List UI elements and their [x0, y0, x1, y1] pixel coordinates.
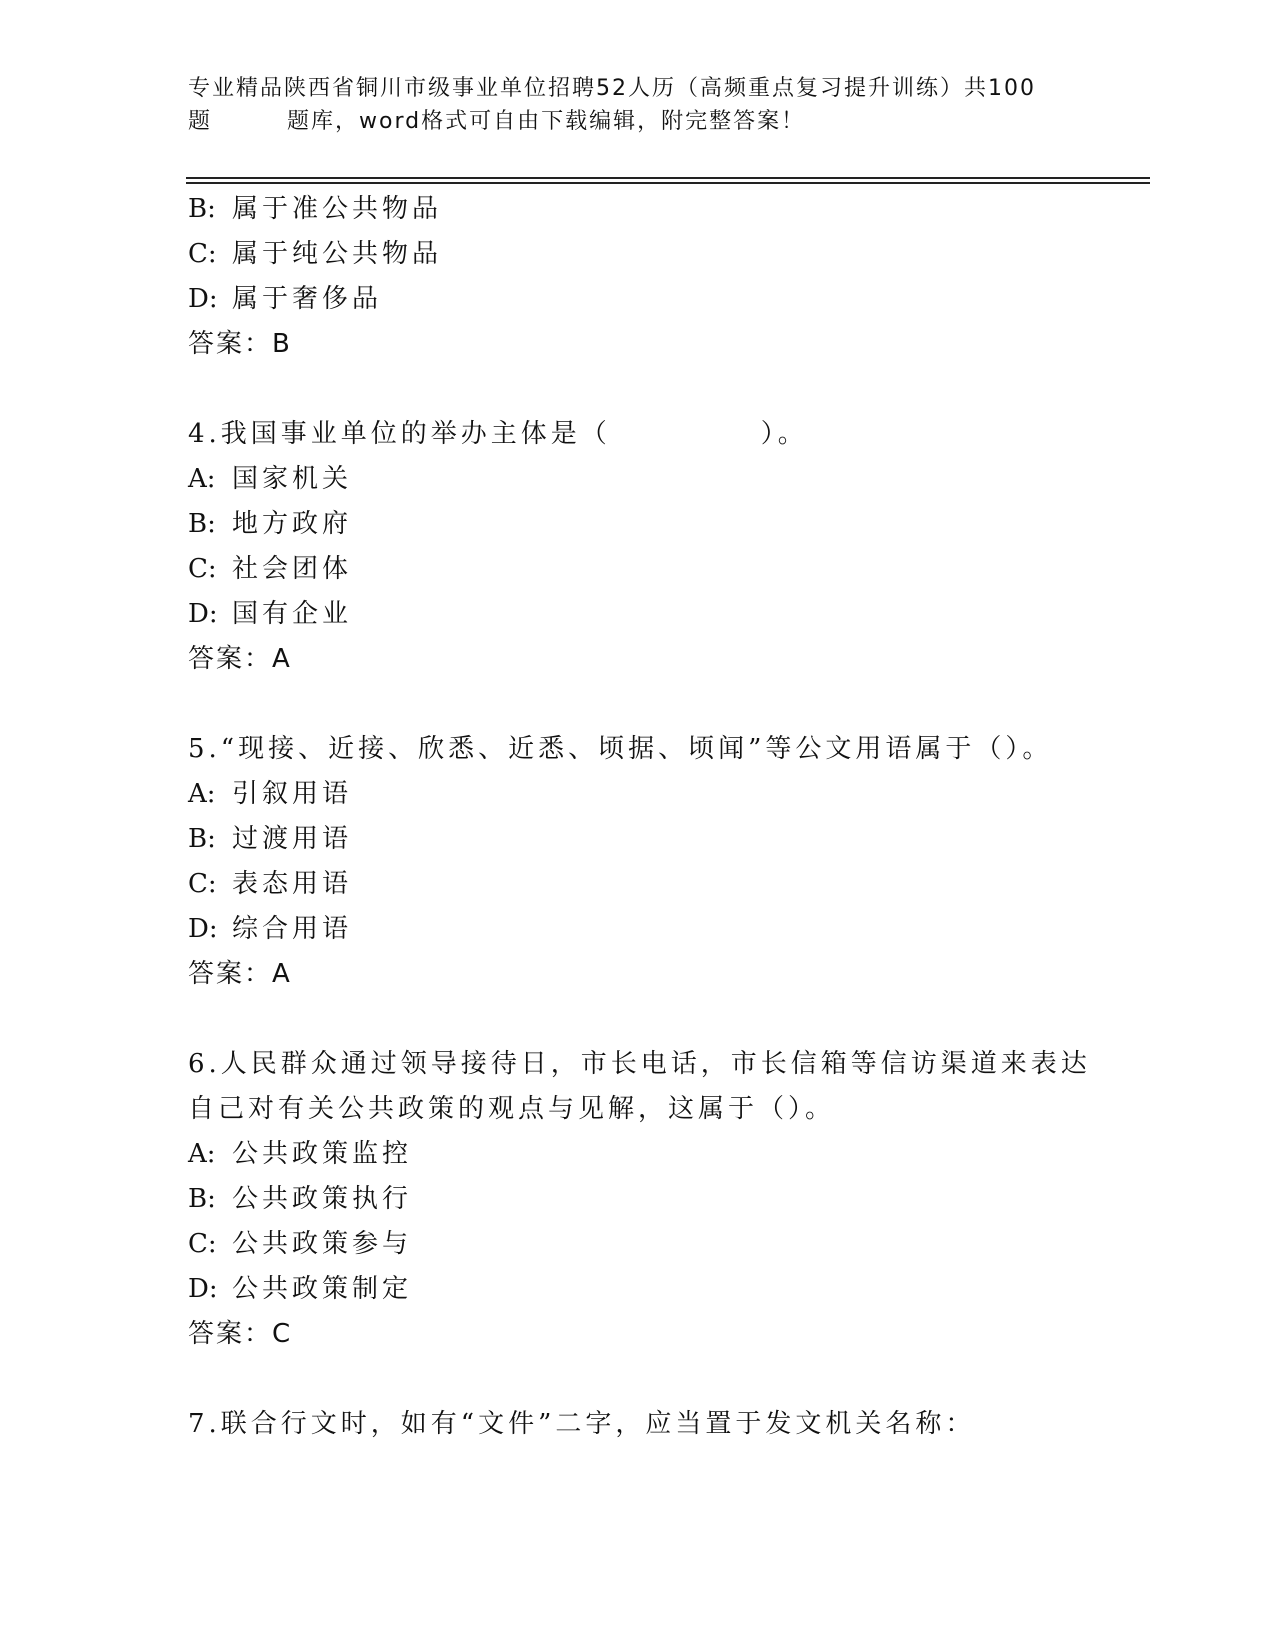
- header-line2-rest: 题库，word格式可自由下载编辑，附完整答案！: [287, 109, 806, 134]
- q5-option-c: [188, 868, 352, 900]
- q4-option-b: [188, 508, 352, 540]
- option-letter: D:: [188, 1274, 218, 1304]
- header-title-line1: 专业精品陕西省铜川市级事业单位招聘52人历（高频重点复习提升训练）共100: [188, 76, 1036, 101]
- option-letter: D:: [188, 599, 218, 629]
- q6-option-d: [188, 1273, 412, 1305]
- option-text: 公共政策参与: [232, 1229, 413, 1259]
- option-text: 属于纯公共物品: [232, 239, 443, 269]
- q4-question: 4.我国事业单位的举办主体是（ ）。: [188, 419, 808, 449]
- option-text: 地方政府: [232, 509, 353, 539]
- q4-option-a: [188, 463, 352, 495]
- option-text: 公共政策监控: [232, 1139, 413, 1169]
- option-text: 综合用语: [232, 914, 353, 944]
- option-text: 过渡用语: [232, 824, 353, 854]
- option-letter: A:: [188, 1139, 216, 1169]
- document-header: [188, 72, 1068, 138]
- q3-answer: 答案：B: [188, 329, 292, 359]
- q6-question-line2: 自己对有关公共政策的观点与见解，这属于（）。: [188, 1094, 836, 1124]
- option-letter: C:: [188, 869, 217, 899]
- option-text: 公共政策执行: [232, 1184, 413, 1214]
- q3-option-b: [188, 193, 442, 225]
- q5-option-b: [188, 823, 352, 855]
- q3-option-d: [188, 283, 382, 315]
- header-divider-bottom: [186, 182, 1150, 184]
- q7-question: 7.联合行文时，如有“文件”二字，应当置于发文机关名称：: [188, 1409, 976, 1439]
- option-text: 国家机关: [232, 464, 353, 494]
- header-line2-lead: 题: [188, 109, 213, 134]
- option-text: 引叙用语: [232, 779, 353, 809]
- option-letter: A:: [188, 779, 216, 809]
- option-letter: B:: [188, 509, 216, 539]
- option-letter: D:: [188, 914, 218, 944]
- option-letter: B:: [188, 1184, 216, 1214]
- option-text: 属于奢侈品: [232, 284, 383, 314]
- q4-option-c: [188, 553, 352, 585]
- q4-option-d: [188, 598, 352, 630]
- option-letter: C:: [188, 239, 217, 269]
- q5-answer: 答案：A: [188, 959, 292, 989]
- option-letter: C:: [188, 554, 217, 584]
- q6-question-line1: 6.人民群众通过领导接待日，市长电话，市长信箱等信访渠道来表达: [188, 1049, 1091, 1079]
- q6-answer: 答案：C: [188, 1319, 293, 1349]
- option-text: 社会团体: [232, 554, 353, 584]
- q3-option-c: [188, 238, 442, 270]
- q6-option-b: [188, 1183, 412, 1215]
- q5-question: 5.“现接、近接、欣悉、近悉、顷据、顷闻”等公文用语属于（）。: [188, 734, 1053, 764]
- option-text: 属于准公共物品: [232, 194, 443, 224]
- option-letter: B:: [188, 824, 216, 854]
- q5-option-d: [188, 913, 352, 945]
- q4-answer: 答案：A: [188, 644, 292, 674]
- option-letter: C:: [188, 1229, 217, 1259]
- option-letter: A:: [188, 464, 216, 494]
- header-divider-top: [186, 177, 1150, 179]
- option-text: 国有企业: [232, 599, 353, 629]
- q6-option-a: [188, 1138, 412, 1170]
- option-text: 表态用语: [232, 869, 353, 899]
- q6-option-c: [188, 1228, 412, 1260]
- option-letter: D:: [188, 284, 218, 314]
- header-title-line2: [188, 105, 1068, 138]
- option-text: 公共政策制定: [232, 1274, 413, 1304]
- option-letter: B:: [188, 194, 216, 224]
- q5-option-a: [188, 778, 352, 810]
